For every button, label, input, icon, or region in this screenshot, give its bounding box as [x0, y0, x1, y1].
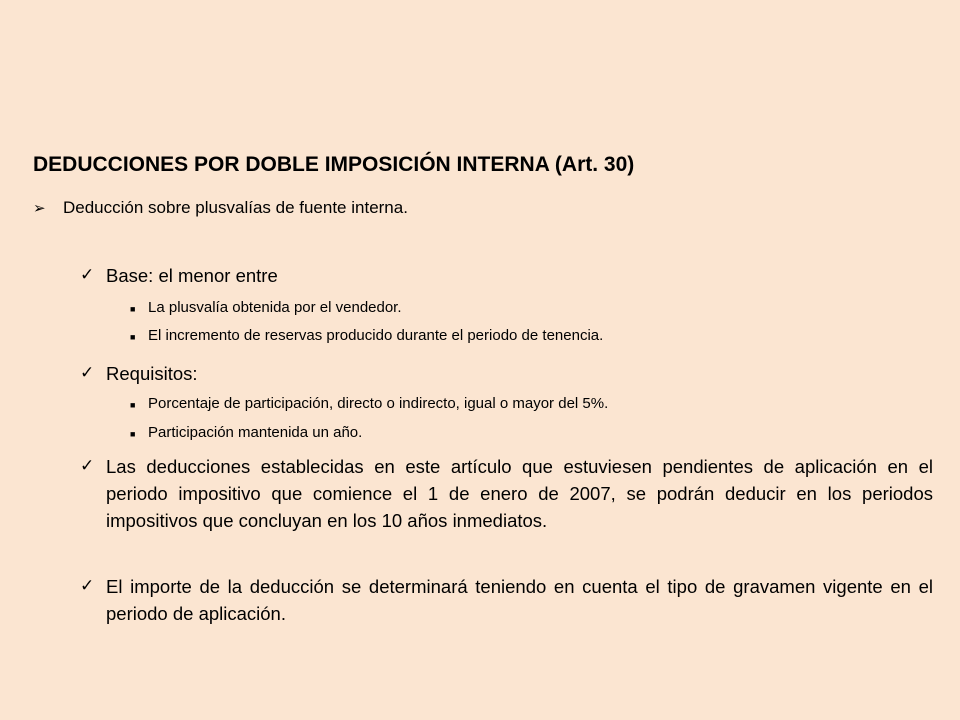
base-label: Base: el menor entre: [106, 265, 278, 286]
requisitos-label: Requisitos:: [106, 363, 198, 384]
square-bullet-icon: ■: [130, 332, 136, 342]
requisitos-subitem-text: Porcentaje de participación, directo o indirecto, igual o mayor del 5%.: [148, 395, 609, 412]
requisitos-subitem: [130, 394, 608, 415]
slide-title: DEDUCCIONES POR DOBLE IMPOSICIÓN INTERNA (Art. 30): [33, 153, 635, 176]
arrow-item-text: Deducción sobre plusvalías de fuente interna.: [63, 198, 408, 217]
base-item: [80, 262, 933, 289]
requisitos-item: [80, 360, 933, 387]
base-subitem: [130, 298, 402, 319]
check-icon: ✓: [80, 265, 95, 284]
square-bullet-icon: ■: [130, 400, 136, 410]
check-icon: ✓: [80, 576, 95, 595]
paragraph-text: Las deducciones establecidas en este artículo que estuviesen pendientes de aplicación en el periodo impositivo que comience el 1 de enero de 2007, se podrán deducir en los periodos impositivos que concluyan en los 10 años inmediatos.: [106, 456, 933, 531]
square-bullet-icon: ■: [130, 429, 136, 439]
check-icon: ✓: [80, 363, 95, 382]
arrow-item: [33, 198, 408, 220]
base-subitem: [130, 326, 603, 347]
requisitos-subitem-text: Participación mantenida un año.: [148, 424, 363, 441]
arrow-bullet-icon: ➢: [33, 200, 46, 217]
requisitos-subitem: [130, 423, 362, 444]
base-subitem-text: El incremento de reservas producido durante el periodo de tenencia.: [148, 327, 604, 344]
check-icon: ✓: [80, 456, 95, 475]
square-bullet-icon: ■: [130, 304, 136, 314]
paragraph-text: El importe de la deducción se determinará teniendo en cuenta el tipo de gravamen vigente en el periodo de aplicación.: [106, 576, 933, 624]
paragraph-item: [80, 453, 933, 534]
paragraph-item: [80, 573, 933, 627]
base-subitem-text: La plusvalía obtenida por el vendedor.: [148, 299, 402, 316]
